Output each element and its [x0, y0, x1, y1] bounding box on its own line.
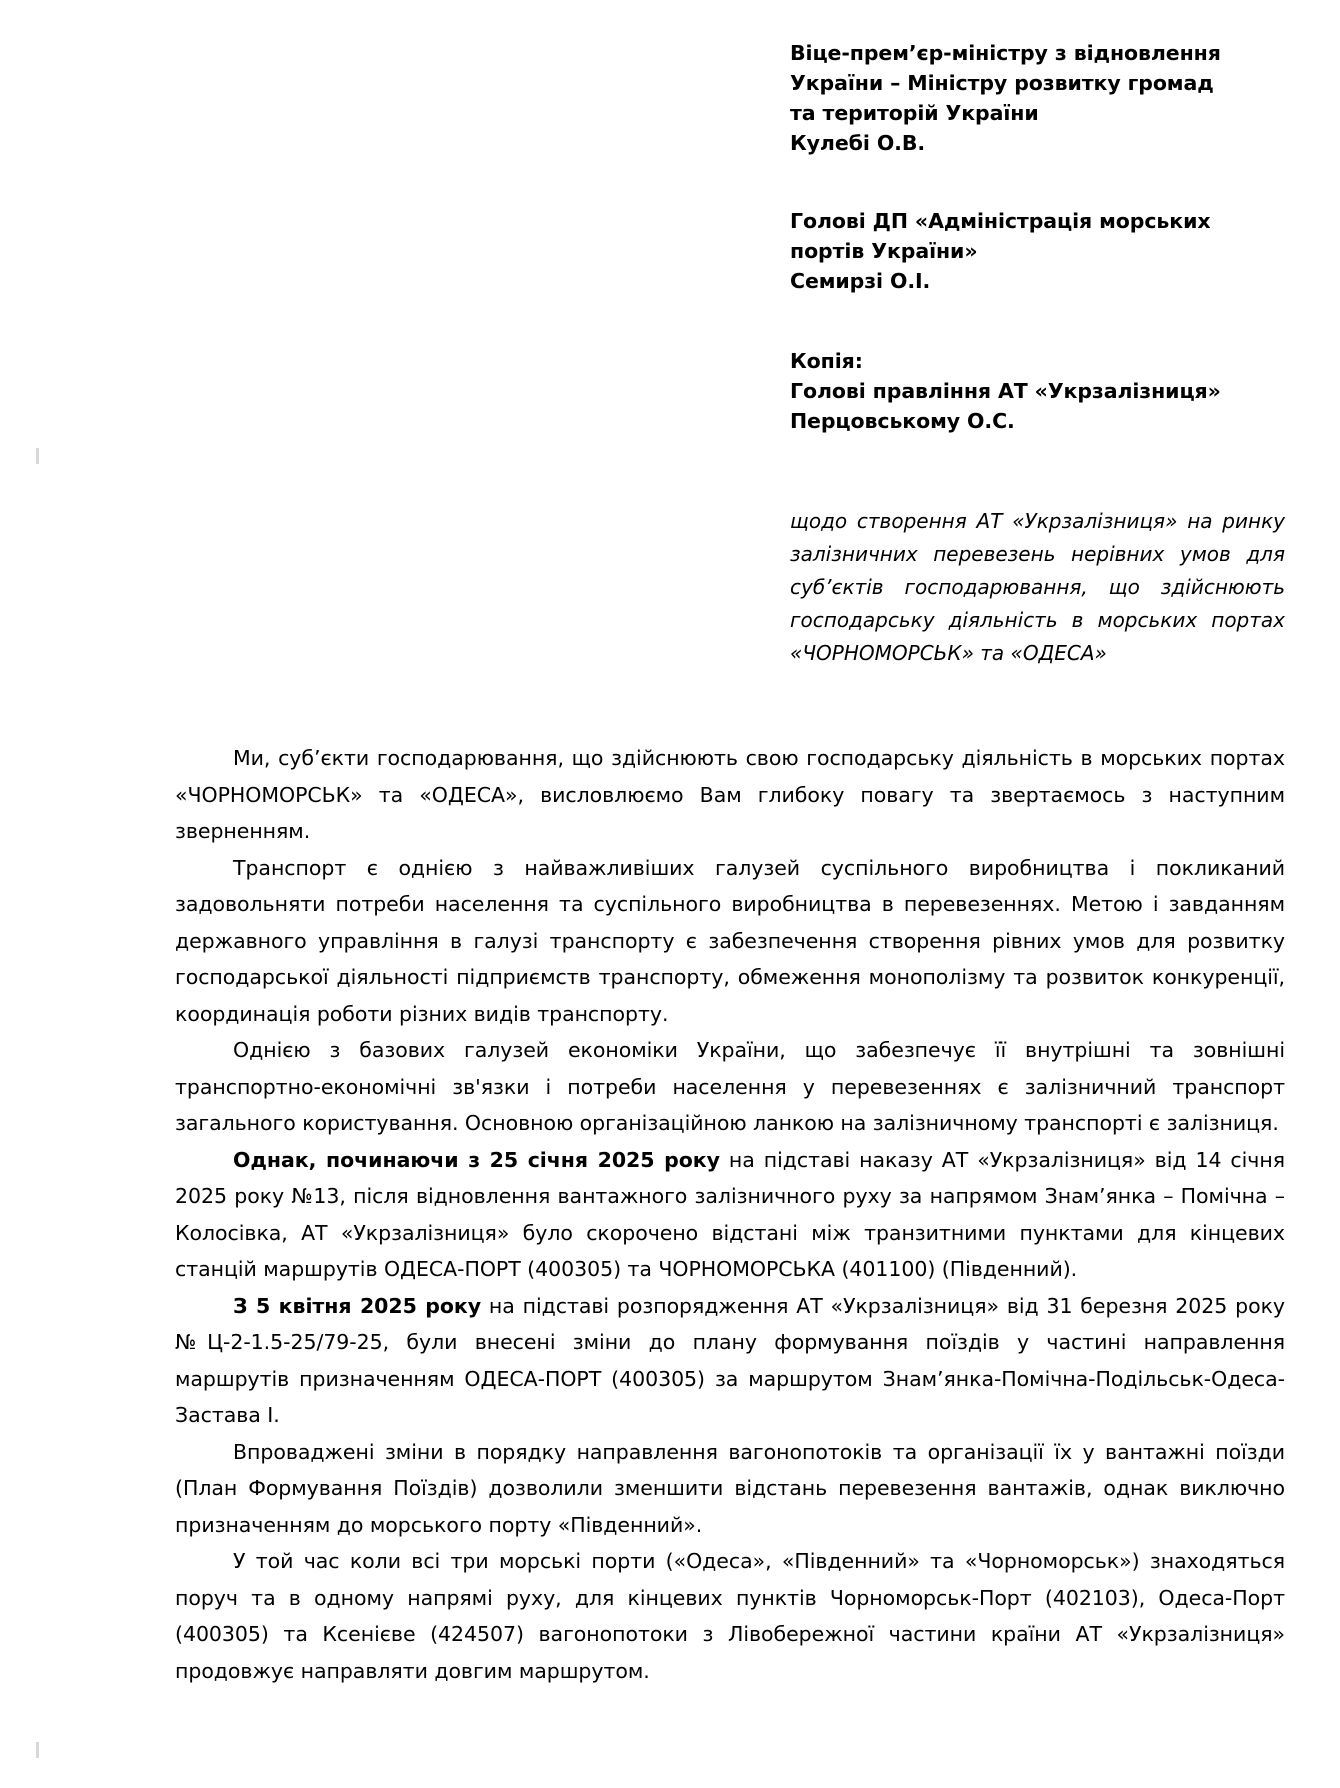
paragraph-bold-lead: Однак, починаючи з 25 січня 2025 року	[233, 1147, 720, 1172]
subject-line: щодо створення АТ «Укрзалізниця» на ринку залізничних перевезень нерівних умов для суб’єктів господарювання, що здійснюють господарську діяльність в морських портах «ЧОРНОМОРСЬК» та «ОДЕСА»	[790, 509, 1285, 665]
addressee-line: Голові ДП «Адміністрація морських	[790, 209, 1211, 233]
addressee-line: Віце-прем’єр-міністру з відновлення	[790, 41, 1221, 65]
page-edge-mark	[36, 448, 39, 464]
paragraph-bold-lead: З 5 квітня 2025 року	[233, 1293, 482, 1318]
body-paragraph: Транспорт є однією з найважливіших галузей суспільного виробництва і покликаний задовольняти потреби населення та суспільного виробництва в перевезеннях. Метою і завданням державного управління в галузі транспорту є забезпечення створення рівних умов для розвитку господарської діяльності підприємств транспорту, обмеження монополізму та розвиток конкуренції, координація роботи різних видів транспорту.	[175, 855, 1285, 1026]
paragraph-text: на підставі наказу АТ «Укрзалізниця» від 14 січня 2025 року №13, після відновлення вантажного залізничного руху за напрямом Знам’янка – Помічна – Колосівка, АТ «Укрзалізниця» було скорочено відстані між транзитними пунктами для кінцевих станцій маршрутів ОДЕСА-ПОРТ (400305) та ЧОРНОМОРСЬКА (401100) (Південний).	[175, 1147, 1285, 1281]
addressee-line: та територій України	[790, 101, 1039, 125]
copy-label: Копія:	[790, 349, 863, 373]
body-paragraph: Однією з базових галузей економіки України, що забезпечує її внутрішні та зовнішні транспортно-економічні зв'язки і потреби населення у перевезеннях є залізничний транспорт загального користування. Основною організаційною ланкою на залізничному транспорті є залізниця.	[175, 1038, 1285, 1135]
page-edge-mark	[36, 1742, 39, 1758]
body-paragraph: Ми, суб’єкти господарювання, що здійснюють свою господарську діяльність в морських портах «ЧОРНОМОРСЬК» та «ОДЕСА», висловлюємо Вам глибоку повагу та звертаємось з наступним зверненням.	[175, 746, 1285, 843]
addressee-line: Кулебі О.В.	[790, 131, 926, 155]
document-body	[175, 740, 1285, 1689]
body-paragraph: Впроваджені зміни в порядку направлення вагонопотоків та організації їх у вантажні поїзди (План Формування Поїздів) дозволили зменшити відстань перевезення вантажів, однак виключно призначенням до морського порту «Південний».	[175, 1439, 1285, 1537]
addressee-line: портів України»	[790, 239, 978, 263]
addressee-line: Голові правління АТ «Укрзалізниця»	[790, 379, 1221, 403]
addressee-secondary	[790, 206, 1280, 296]
paragraph-text: на підставі розпорядження АТ «Укрзалізниця» від 31 березня 2025 року №Ц-2-1.5-25/79-25, були внесені зміни до плану формування поїздів у частині направлення маршрутів призначенням ОДЕСА-ПОРТ (400305) за маршрутом Знам’янка-Помічна-Подільськ-Одеса-Застава І.	[175, 1293, 1285, 1427]
body-paragraph	[175, 1142, 1285, 1288]
addressee-copy	[790, 346, 1280, 436]
body-paragraph	[175, 1288, 1285, 1434]
body-paragraph: У той час коли всі три морські порти («Одеса», «Південний» та «Чорноморськ») знаходяться поруч та в одному напрямі руху, для кінцевих пунктів Чорноморськ-Порт (402103), Одеса-Порт (400305) та Ксенієве (424507) вагонопотоки з Лівобережної частини країни АТ «Укрзалізниця» продовжує направляти довгим маршрутом.	[175, 1549, 1285, 1683]
addressee-line: Семирзі О.І.	[790, 269, 931, 293]
addressee-block	[790, 38, 1280, 466]
addressee-primary	[790, 38, 1280, 158]
addressee-line: Перцовському О.С.	[790, 409, 1015, 433]
addressee-line: України – Міністру розвитку громад	[790, 71, 1214, 95]
